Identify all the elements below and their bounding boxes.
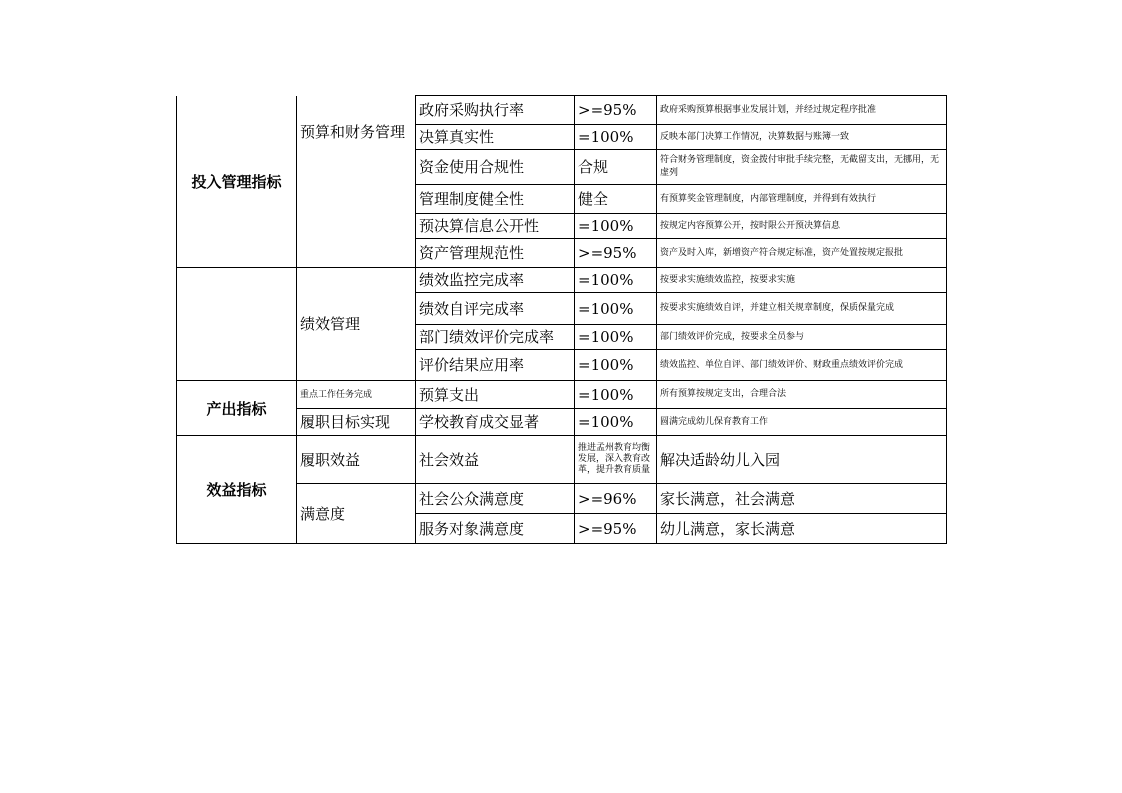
- performance-indicator-table: [176, 95, 947, 544]
- indicator-cell: 资金使用合规性: [416, 150, 575, 185]
- indicator-cell: 政府采购执行率: [416, 96, 575, 125]
- value-cell: 合规: [575, 150, 657, 185]
- description-cell: 有预算奖金管理制度，内部管理制度，并得到有效执行: [657, 185, 947, 214]
- description-cell: 绩效监控、单位自评、部门绩效评价、财政重点绩效评价完成: [657, 350, 947, 381]
- description-cell: 家长满意，社会满意: [657, 484, 947, 514]
- value-cell: =100%: [575, 268, 657, 293]
- indicator-cell: 资产管理规范性: [416, 239, 575, 268]
- category-cell-continued: [177, 268, 297, 381]
- indicator-cell: 绩效自评完成率: [416, 293, 575, 325]
- value-cell: =100%: [575, 214, 657, 239]
- value-cell: =100%: [575, 350, 657, 381]
- indicator-cell: 决算真实性: [416, 125, 575, 150]
- description-cell: 按要求实施绩效自评，并建立相关规章制度，保质保量完成: [657, 293, 947, 325]
- indicator-cell: 学校教育成交显著: [416, 409, 575, 436]
- value-cell: >=96%: [575, 484, 657, 514]
- description-cell: 部门绩效评价完成，按要求全员参与: [657, 325, 947, 350]
- description-cell: 幼儿满意，家长满意: [657, 514, 947, 544]
- value-cell: =100%: [575, 293, 657, 325]
- indicator-cell: 预算支出: [416, 381, 575, 409]
- description-cell: 所有预算按规定支出，合理合法: [657, 381, 947, 409]
- table-row: [177, 436, 947, 484]
- indicator-cell: 部门绩效评价完成率: [416, 325, 575, 350]
- value-cell: =100%: [575, 325, 657, 350]
- indicator-cell: 管理制度健全性: [416, 185, 575, 214]
- subcategory-cell: 履职效益: [297, 436, 416, 484]
- indicator-cell: 评价结果应用率: [416, 350, 575, 381]
- category-cell: 投入管理指标: [177, 96, 297, 268]
- subcategory-cell: 满意度: [297, 484, 416, 544]
- table-row: [177, 268, 947, 293]
- table-row: [177, 381, 947, 409]
- description-cell: 圆满完成幼儿保育教育工作: [657, 409, 947, 436]
- value-cell: >=95%: [575, 96, 657, 125]
- description-cell: 按规定内容预算公开，按时限公开预决算信息: [657, 214, 947, 239]
- value-cell: >=95%: [575, 239, 657, 268]
- indicator-cell: 社会公众满意度: [416, 484, 575, 514]
- indicator-cell: 社会效益: [416, 436, 575, 484]
- subcategory-cell: 绩效管理: [297, 268, 416, 381]
- value-cell: =100%: [575, 409, 657, 436]
- indicator-cell: 服务对象满意度: [416, 514, 575, 544]
- description-cell: 政府采购预算根据事业发展计划，并经过规定程序批准: [657, 96, 947, 125]
- value-cell: =100%: [575, 381, 657, 409]
- indicator-cell: 绩效监控完成率: [416, 268, 575, 293]
- description-cell: 按要求实施绩效监控，按要求实施: [657, 268, 947, 293]
- subcategory-cell: 履职目标实现: [297, 409, 416, 436]
- description-cell: 反映本部门决算工作情况，决算数据与账簿一致: [657, 125, 947, 150]
- value-cell: 推进孟州教育均衡发展，深入教育改革，提升教育质量: [575, 436, 657, 484]
- value-cell: 健全: [575, 185, 657, 214]
- subcategory-cell: 重点工作任务完成: [297, 381, 416, 409]
- category-cell: 效益指标: [177, 436, 297, 544]
- table-row: [177, 96, 947, 125]
- description-cell: 解决适龄幼儿入园: [657, 436, 947, 484]
- description-cell: 资产及时入库，新增资产符合规定标准，资产处置按规定报批: [657, 239, 947, 268]
- subcategory-cell: 预算和财务管理: [297, 96, 416, 268]
- category-cell: 产出指标: [177, 381, 297, 436]
- description-cell: 符合财务管理制度，资金拨付审批手续完整，无截留支出，无挪用，无虚列: [657, 150, 947, 185]
- value-cell: >=95%: [575, 514, 657, 544]
- indicator-cell: 预决算信息公开性: [416, 214, 575, 239]
- value-cell: =100%: [575, 125, 657, 150]
